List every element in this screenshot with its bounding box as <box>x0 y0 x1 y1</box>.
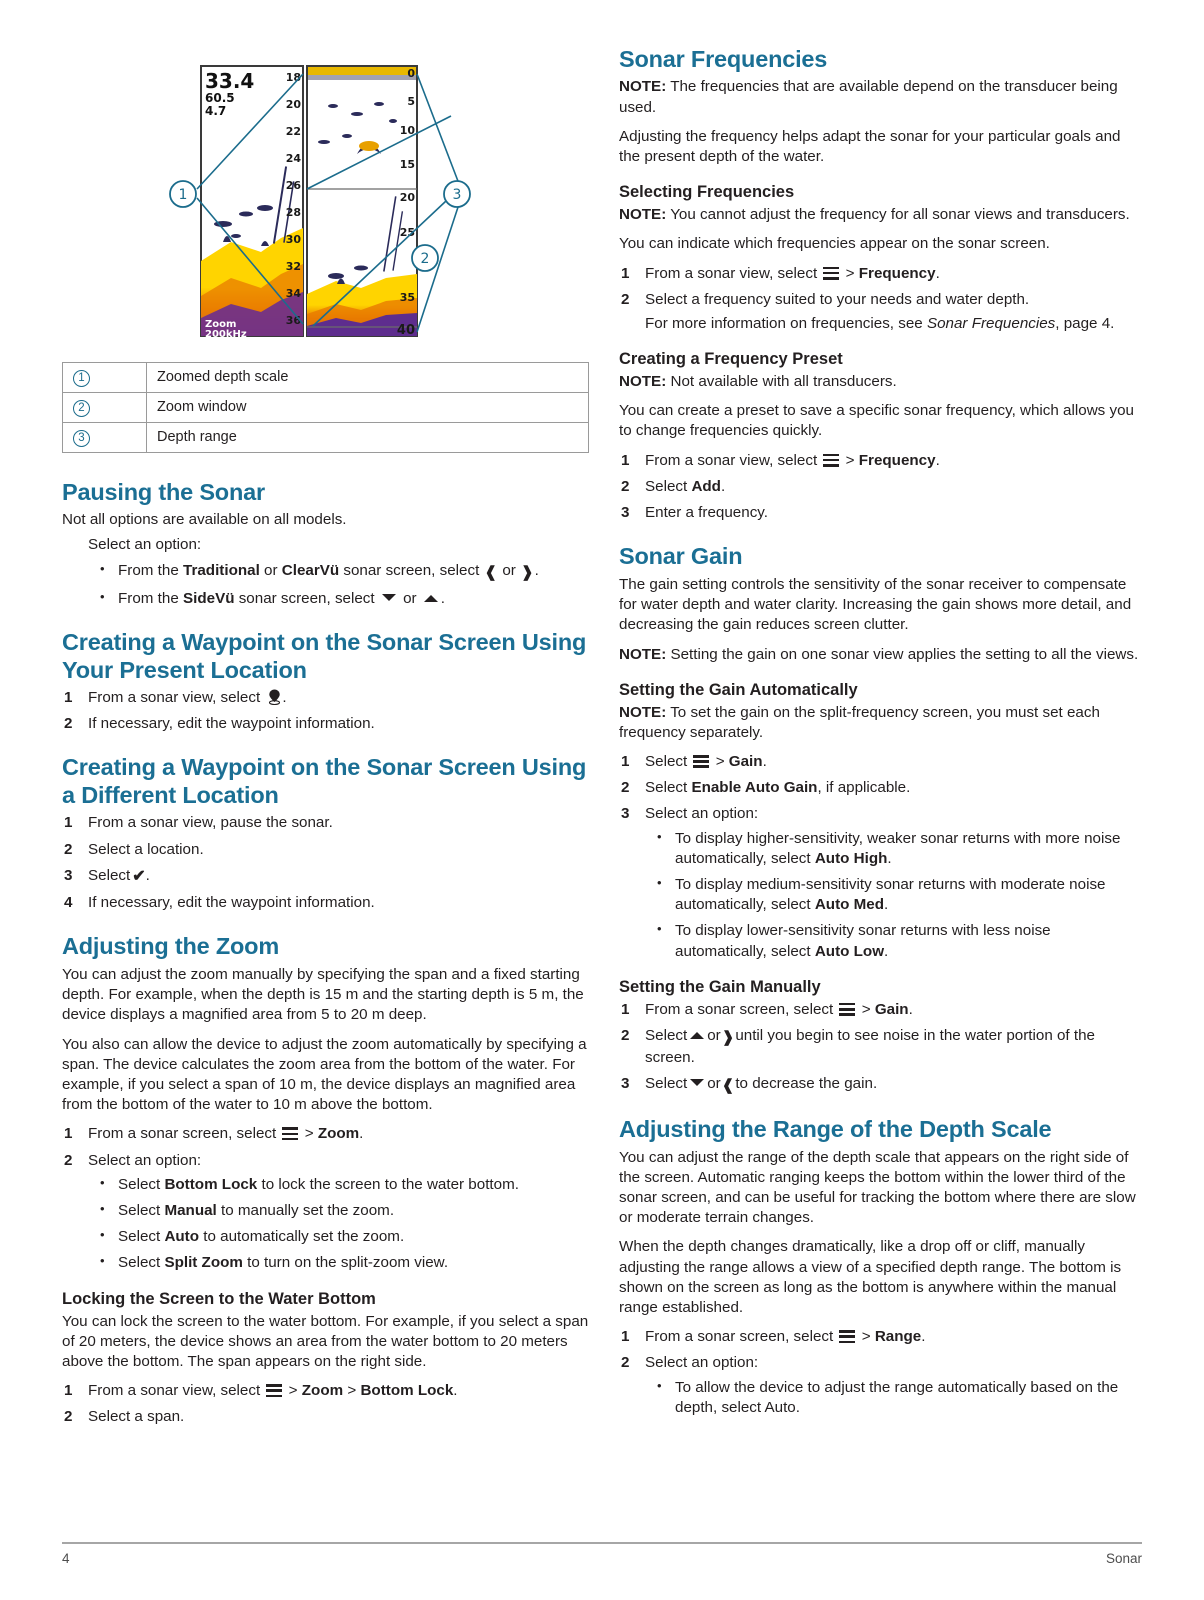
svg-text:36: 36 <box>285 314 301 327</box>
circled-number-icon: 3 <box>73 430 90 447</box>
heading-waypoint-different-location: Creating a Waypoint on the Sonar Screen Using a Different Location <box>62 754 587 808</box>
step-text: Select <box>645 779 692 797</box>
list-item <box>619 264 1142 284</box>
bold-range: Range <box>874 1328 922 1346</box>
list-item <box>88 1253 589 1273</box>
svg-text:40: 40 <box>396 323 415 338</box>
greater-than-separator: > <box>845 451 855 469</box>
list-item: If necessary, edit the waypoint information. <box>88 715 375 733</box>
xref-title: Sonar Frequencies <box>926 315 1056 333</box>
selecting-frequencies-note <box>619 205 1142 225</box>
svg-text:20: 20 <box>285 98 301 111</box>
arrow-down-icon <box>690 1079 704 1086</box>
list-item: From a sonar view, select . <box>88 689 287 707</box>
option-post: . <box>884 942 889 960</box>
depth-range-paragraph-1: You can adjust the range of the depth scale that appears on the right side of the screen. Automatic ranging keeps the bottom within the lower third of the sonar screen, and can be useful for tracking the bottom where there are slow or moderate terrain changes. <box>619 1148 1136 1227</box>
menu-icon <box>839 1330 855 1343</box>
bold-auto-high: Auto High <box>814 849 888 867</box>
list-item <box>645 829 1142 869</box>
option-post: to turn on the split-zoom view. <box>242 1254 449 1272</box>
list-item: Select a span. <box>88 1408 185 1426</box>
svg-text:34: 34 <box>285 287 301 300</box>
zoom-steps <box>62 1124 589 1273</box>
list-item <box>619 1353 1142 1418</box>
table-row <box>63 393 589 423</box>
greater-than-separator: > <box>715 752 725 770</box>
list-item <box>619 451 1142 471</box>
circled-number-icon: 2 <box>73 400 90 417</box>
svg-text:200kHz: 200kHz <box>204 329 247 340</box>
heading-adjusting-range-depth-scale: Adjusting the Range of the Depth Scale <box>619 1116 1052 1143</box>
list-item: • From the Traditional or ClearVü sonar screen, select ❰ or ❱. <box>88 561 589 583</box>
note-text: Setting the gain on one sonar view applies the setting to all the views. <box>666 645 1139 663</box>
pausing-option-block <box>62 535 589 609</box>
or-label: or <box>707 1026 721 1044</box>
option-pre: To display higher-sensitivity, weaker sonar returns with more noise automatically, select <box>675 829 1121 867</box>
figure-legend-table <box>62 362 589 453</box>
menu-icon <box>266 1384 282 1397</box>
option-pre: Select <box>118 1228 165 1246</box>
list-item <box>619 290 1142 334</box>
legend-description: Zoom window <box>147 393 589 423</box>
or-label: or <box>707 1075 721 1093</box>
pausing-intro-text: Not all options are available on all models. <box>62 511 347 529</box>
bold-traditional: Traditional <box>183 561 260 579</box>
frequency-preset-steps <box>619 451 1142 524</box>
option-pre: To display medium-sensitivity sonar returns with moderate noise automatically, select <box>675 876 1106 914</box>
bold-bottom-lock: Bottom Lock <box>360 1382 454 1400</box>
waypoint-present-steps <box>62 688 589 734</box>
step-period: . <box>359 1125 364 1143</box>
list-item <box>619 1026 1142 1068</box>
right-column <box>619 46 1142 1424</box>
sonar-figure <box>62 46 589 346</box>
list-item <box>88 1175 589 1195</box>
page-number: 4 <box>62 1551 70 1566</box>
bottom-lock-paragraph: You can lock the screen to the water bottom. For example, if you select a span of 20 meters, the device shows an area from the water bottom to 20 meters above the bottom. The span appears on the right side. <box>62 1312 589 1370</box>
pausing-bullet-list <box>88 561 589 609</box>
list-item <box>619 778 1142 798</box>
sonar-gain-note <box>619 645 1142 665</box>
svg-text:22: 22 <box>285 125 301 138</box>
chevron-left-icon: ❰ <box>484 563 498 581</box>
step-text: From a sonar view, select <box>645 264 818 282</box>
step-text: Select <box>645 1075 688 1093</box>
waypoint-icon <box>267 689 282 705</box>
legend-callout-number <box>63 423 147 453</box>
selecting-frequencies-paragraph: You can indicate which frequencies appear on the sonar screen. <box>619 235 1050 253</box>
svg-text:2: 2 <box>420 251 429 267</box>
heading-waypoint-present-location: Creating a Waypoint on the Sonar Screen Using Your Present Location <box>62 629 587 683</box>
bold-clearvu: ClearVü <box>281 561 340 579</box>
svg-text:0: 0 <box>406 67 415 80</box>
bold-gain: Gain <box>728 752 763 770</box>
bullet-text-or: or <box>498 561 521 579</box>
heading-creating-frequency-preset: Creating a Frequency Preset <box>619 350 843 369</box>
bold-auto: Auto <box>164 1228 200 1246</box>
greater-than-separator: > <box>861 1000 871 1018</box>
bold-add: Add <box>691 477 721 495</box>
step-text: Select an option: <box>645 805 759 823</box>
note-label: NOTE: <box>619 645 667 663</box>
zoom-option-bullets <box>88 1175 589 1274</box>
step-period: . <box>908 1000 913 1018</box>
frequency-preset-note <box>619 372 1142 392</box>
step-period: . <box>720 477 726 495</box>
greater-than-separator: > <box>845 264 855 282</box>
gain-auto-note <box>619 703 1142 743</box>
list-item <box>619 752 1142 772</box>
svg-text:28: 28 <box>285 206 301 219</box>
arrow-up-icon <box>690 1032 704 1039</box>
bullet-text-post: sonar screen, select <box>234 589 379 607</box>
svg-text:20: 20 <box>399 191 415 204</box>
page-footer <box>62 1542 1142 1566</box>
option-post: . <box>884 896 889 914</box>
xref-pre: For more information on frequencies, see <box>645 315 927 333</box>
step-text: Select an option: <box>88 1151 202 1169</box>
sonar-gain-paragraph: The gain setting controls the sensitivity of the sonar receiver to compensate for water depth and water clarity. Increasing the gain shows more detail, and decreasing the gain reduces screen clutter. <box>619 575 1132 634</box>
gain-manual-steps <box>619 1000 1142 1096</box>
svg-text:Zoom: Zoom <box>204 319 236 330</box>
heading-adjusting-the-zoom: Adjusting the Zoom <box>62 933 280 960</box>
bold-frequency: Frequency <box>858 264 936 282</box>
note-text: To set the gain on the split-frequency screen, you must set each frequency separately. <box>619 703 1100 741</box>
greater-than-separator-2: > <box>347 1382 357 1400</box>
option-pre: Select <box>118 1202 165 1220</box>
menu-icon <box>693 755 709 768</box>
table-row <box>63 423 589 453</box>
step-period: . <box>921 1328 926 1346</box>
cross-reference-note <box>645 314 1142 334</box>
bold-bottom-lock: Bottom Lock <box>164 1175 258 1193</box>
list-item: Select ✔. <box>62 866 589 887</box>
menu-icon <box>823 454 839 467</box>
sonar-frequencies-paragraph: Adjusting the frequency helps adapt the sonar for your particular goals and the present depth of the water. <box>619 127 1121 166</box>
select-an-option-label: Select an option: <box>88 535 202 553</box>
bold-sidevu: SideVü <box>183 589 235 607</box>
sonar-screenshot <box>161 46 491 346</box>
heading-selecting-frequencies: Selecting Frequencies <box>619 183 795 202</box>
bullet-text-pre: From the <box>118 589 183 607</box>
depth-range-steps <box>619 1327 1142 1418</box>
circled-number-icon: 1 <box>73 370 90 387</box>
bold-zoom: Zoom <box>301 1382 344 1400</box>
option-pre: Select <box>118 1175 165 1193</box>
bold-auto-low: Auto Low <box>814 942 885 960</box>
option-post: to manually set the zoom. <box>216 1202 395 1220</box>
step-text: From a sonar screen, select <box>645 1328 834 1346</box>
list-item: Select a location. <box>88 840 204 858</box>
left-column <box>62 46 589 1434</box>
bold-manual: Manual <box>164 1202 217 1220</box>
step-text: From a sonar screen, select <box>645 1000 834 1018</box>
list-item <box>619 804 1142 962</box>
depth-range-paragraph-2: When the depth changes dramatically, like a drop off or cliff, manually adjusting the range allows a view of a specified depth range. The bottom is shown on the screen as long as the bottom is anywhere within the manual range established. <box>619 1238 1122 1317</box>
depth-range-option-bullets <box>645 1378 1142 1418</box>
list-item: • To allow the device to adjust the range automatically based on the depth, select Auto. <box>645 1378 1142 1418</box>
step-text: Select <box>645 752 688 770</box>
heading-setting-gain-automatically: Setting the Gain Automatically <box>619 680 858 699</box>
step-period: . <box>453 1382 458 1400</box>
svg-text:18: 18 <box>285 71 301 84</box>
bullet-text-mid: or <box>259 561 282 579</box>
step-text: Select a frequency suited to your needs and water depth. <box>645 290 1030 308</box>
svg-text:24: 24 <box>285 152 301 165</box>
bold-split-zoom: Split Zoom <box>164 1254 243 1272</box>
chevron-right-icon: ❱ <box>721 1028 735 1046</box>
table-row <box>63 363 589 393</box>
list-item <box>619 1074 1142 1096</box>
list-item <box>619 477 1142 497</box>
bullet-text-pre: From the <box>118 561 183 579</box>
xref-post: , page 4. <box>1055 315 1115 333</box>
step-text: Select <box>88 866 131 884</box>
svg-text:60.5: 60.5 <box>204 91 235 105</box>
greater-than-separator: > <box>861 1328 871 1346</box>
list-item: Enter a frequency. <box>645 504 768 522</box>
menu-icon <box>823 267 839 280</box>
heading-setting-gain-manually: Setting the Gain Manually <box>619 977 821 996</box>
bold-gain: Gain <box>874 1000 909 1018</box>
svg-text:32: 32 <box>285 260 301 273</box>
note-label: NOTE: <box>619 206 667 224</box>
sonar-frequencies-note <box>619 77 1142 117</box>
zoom-paragraph-1: You can adjust the zoom manually by specifying the span and a fixed starting depth. For example, when the depth is 15 m and the starting depth is 5 m, the device displays a magnified area from 5 to 20 m deep. <box>62 965 584 1024</box>
note-text: You cannot adjust the frequency for all sonar views and transducers. <box>666 206 1130 224</box>
step-post: to decrease the gain. <box>735 1075 878 1093</box>
step-period: . <box>762 752 767 770</box>
svg-text:1: 1 <box>178 187 187 203</box>
step-post: until you begin to see noise in the water portion of the screen. <box>645 1026 1095 1066</box>
list-item <box>645 921 1142 961</box>
step-period: . <box>935 264 940 282</box>
greater-than-separator: > <box>304 1125 314 1143</box>
step-text: Select <box>645 477 692 495</box>
bold-auto-med: Auto Med <box>814 896 885 914</box>
note-label: NOTE: <box>619 373 667 391</box>
list-item: If necessary, edit the waypoint information. <box>88 894 375 912</box>
step-text: From a sonar view, select <box>88 689 261 707</box>
bullet-text-post: sonar screen, select <box>339 561 484 579</box>
step-text: From a sonar view, select <box>645 451 818 469</box>
list-item <box>645 875 1142 915</box>
checkmark-icon: ✔ <box>132 867 146 885</box>
note-text: Not available with all transducers. <box>666 373 897 391</box>
menu-icon <box>839 1003 855 1016</box>
list-item <box>62 1151 589 1274</box>
legend-description: Depth range <box>147 423 589 453</box>
footer-section-name: Sonar <box>1105 1551 1142 1566</box>
list-item <box>88 1227 589 1247</box>
note-text: The frequencies that are available depend on the transducer being used. <box>619 78 1118 116</box>
greater-than-separator: > <box>288 1382 298 1400</box>
sonar-display-image <box>161 46 491 346</box>
step-text: Select <box>645 1026 688 1044</box>
bold-zoom: Zoom <box>317 1125 360 1143</box>
frequency-preset-paragraph: You can create a preset to save a specific sonar frequency, which allows you to change frequencies quickly. <box>619 402 1134 440</box>
gain-auto-option-bullets <box>645 829 1142 962</box>
svg-text:10: 10 <box>399 124 415 137</box>
step-post: , if applicable. <box>817 779 911 797</box>
heading-sonar-gain: Sonar Gain <box>619 543 743 570</box>
arrow-up-icon <box>424 595 438 602</box>
svg-text:5: 5 <box>406 95 415 108</box>
two-column-layout <box>62 46 1142 1434</box>
svg-text:15: 15 <box>399 158 415 171</box>
bold-enable-auto-gain: Enable Auto Gain <box>691 779 818 797</box>
list-item <box>62 1381 589 1401</box>
legend-description: Zoomed depth scale <box>147 363 589 393</box>
bullet-text-or: or <box>398 589 421 607</box>
svg-text:35: 35 <box>399 291 415 304</box>
bottom-lock-steps <box>62 1381 589 1427</box>
selecting-frequencies-steps <box>619 264 1142 335</box>
waypoint-different-steps <box>62 813 589 913</box>
svg-text:3: 3 <box>452 187 461 203</box>
note-label: NOTE: <box>619 703 667 721</box>
heading-sonar-frequencies: Sonar Frequencies <box>619 46 828 72</box>
arrow-down-icon <box>382 594 396 601</box>
svg-text:25: 25 <box>399 226 415 239</box>
heading-pausing-the-sonar: Pausing the Sonar <box>62 479 265 505</box>
svg-text:4.7: 4.7 <box>204 104 226 118</box>
svg-text:33.4: 33.4 <box>204 69 254 93</box>
list-item <box>619 1000 1142 1020</box>
list-item <box>62 1124 589 1144</box>
legend-callout-number <box>63 393 147 423</box>
svg-text:30: 30 <box>285 233 301 246</box>
gain-auto-steps <box>619 752 1142 962</box>
step-period: . <box>935 451 940 469</box>
step-text: From a sonar view, select <box>88 1382 261 1400</box>
chevron-left-icon: ❰ <box>721 1077 735 1095</box>
list-item: From a sonar view, pause the sonar. <box>88 814 333 832</box>
list-item: • From the SideVü sonar screen, select or . <box>88 589 589 609</box>
note-label: NOTE: <box>619 78 667 96</box>
svg-text:26: 26 <box>285 179 301 192</box>
menu-icon <box>282 1127 298 1140</box>
heading-locking-screen-water-bottom: Locking the Screen to the Water Bottom <box>62 1289 376 1308</box>
legend-callout-number <box>63 363 147 393</box>
chevron-right-icon: ❱ <box>521 563 534 581</box>
option-pre: Select <box>118 1254 165 1272</box>
zoom-paragraph-2: You also can allow the device to adjust the zoom automatically by specifying a span. The device calculates the zoom area from the bottom of the water. For example, if you select a span of 10 m, the device displays an magnified area from the bottom of the water to 10 m above the bottom. <box>62 1035 587 1114</box>
step-text: Select an option: <box>645 1354 759 1372</box>
step-text: From a sonar screen, select <box>88 1125 277 1143</box>
option-pre: To display lower-sensitivity sonar returns with less noise automatically, select <box>675 922 1051 960</box>
list-item <box>88 1201 589 1221</box>
option-post: . <box>887 849 892 867</box>
bold-frequency: Frequency <box>858 451 936 469</box>
list-item <box>619 1327 1142 1347</box>
option-post: to automatically set the zoom. <box>199 1228 405 1246</box>
option-post: to lock the screen to the water bottom. <box>257 1175 519 1193</box>
